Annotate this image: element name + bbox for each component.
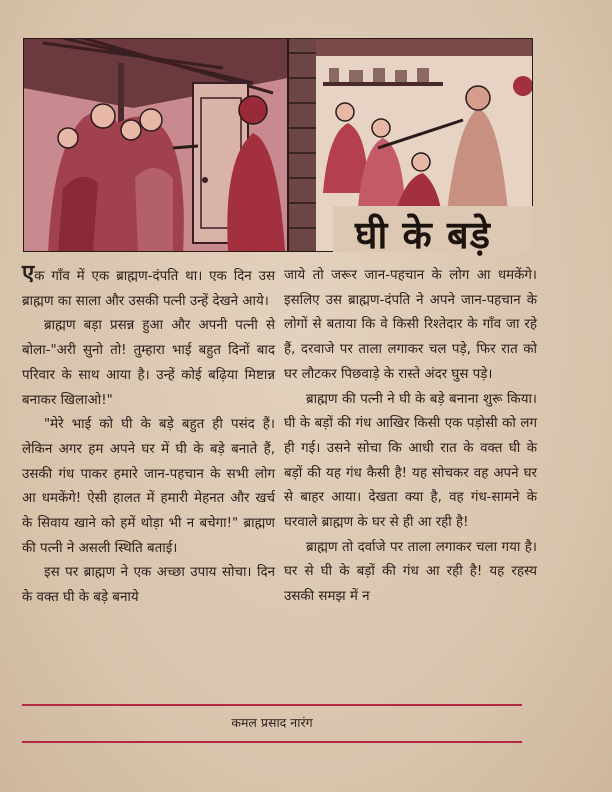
author-name: कमल प्रसाद नारंग (231, 715, 313, 730)
paragraph: ब्राह्मण की पत्नी ने घी के बड़े बनाना शुरू किया। घी के बड़ों की गंध आखिर किसी एक पड़ोसी को लग ही गई। उसने सोचा कि आधी रात के वक्त घी के बड़ों की यह गंध कैसी है! यह सोचकर वह अपने घर से बाहर आया। देखता क्या है, वह गंध-सामने के घरवाले ब्राह्मण के घर से ही आ रही है! (284, 391, 537, 531)
paragraph: "मेरे भाई को घी के बड़े बहुत ही पसंद हैं। लेकिन अगर हम अपने घर में घी के बड़े बनाते हैं, उसकी गंध पाकर हमारे जान-पहचान के सभी लोग आ धमकेंगे! ऐसी हालत में हमारी मेहनत और खर्च के सिवाय खाने को हमें थोड़ा भी न बचेगा!" ब्राह्मण की पत्नी ने असली स्थिति बताई। (22, 417, 275, 556)
paragraph: इस पर ब्राह्मण ने एक अच्छा उपाय सोचा। दिन के वक्त घी के बड़े बनाये (22, 565, 275, 606)
footer-top-rule (22, 704, 522, 706)
paragraph: ब्राह्मण तो दर्वाजे पर ताला लगाकर चला गया है। घर से घी के बड़ों की गंध आ रही है! यह रहस्य उसकी समझ में न (284, 539, 537, 605)
right-text-column (284, 264, 537, 610)
left-text-column (22, 261, 275, 611)
footer-bottom-rule (22, 741, 522, 743)
paragraph: एक गाँव में एक ब्राह्मण-दंपति था। एक दिन उस ब्राह्मण का साला और उसकी पत्नी उन्हें देखने आये। (22, 261, 275, 309)
story-title: घी के बड़े (355, 213, 491, 257)
paragraph: ब्राह्मण बड़ा प्रसन्न हुआ और अपनी पत्नी से बोला-"अरी सुनो तो! तुम्हारा भाई बहुत दिनों बाद परिवार के साथ आया है। उन्हें कोई बढ़िया मिष्टान्न बनाकर खिलाओ!" (22, 318, 275, 408)
paragraph: जाये तो जरूर जान-पहचान के लोग आ धमकेंगे। इसलिए उस ब्राह्मण-दंपति ने अपने जान-पहचान के लोगों से बताया कि वे किसी रिश्तेदार के गाँव जा रहे हैं, दरवाजे पर ताला लगाकर चल पड़े, फिर रात को घर लौटकर पिछवाड़े के रास्ते अंदर घुस पड़े। (284, 268, 537, 382)
drop-cap: ए (22, 261, 35, 286)
crowd-at-door-scene (23, 38, 288, 252)
